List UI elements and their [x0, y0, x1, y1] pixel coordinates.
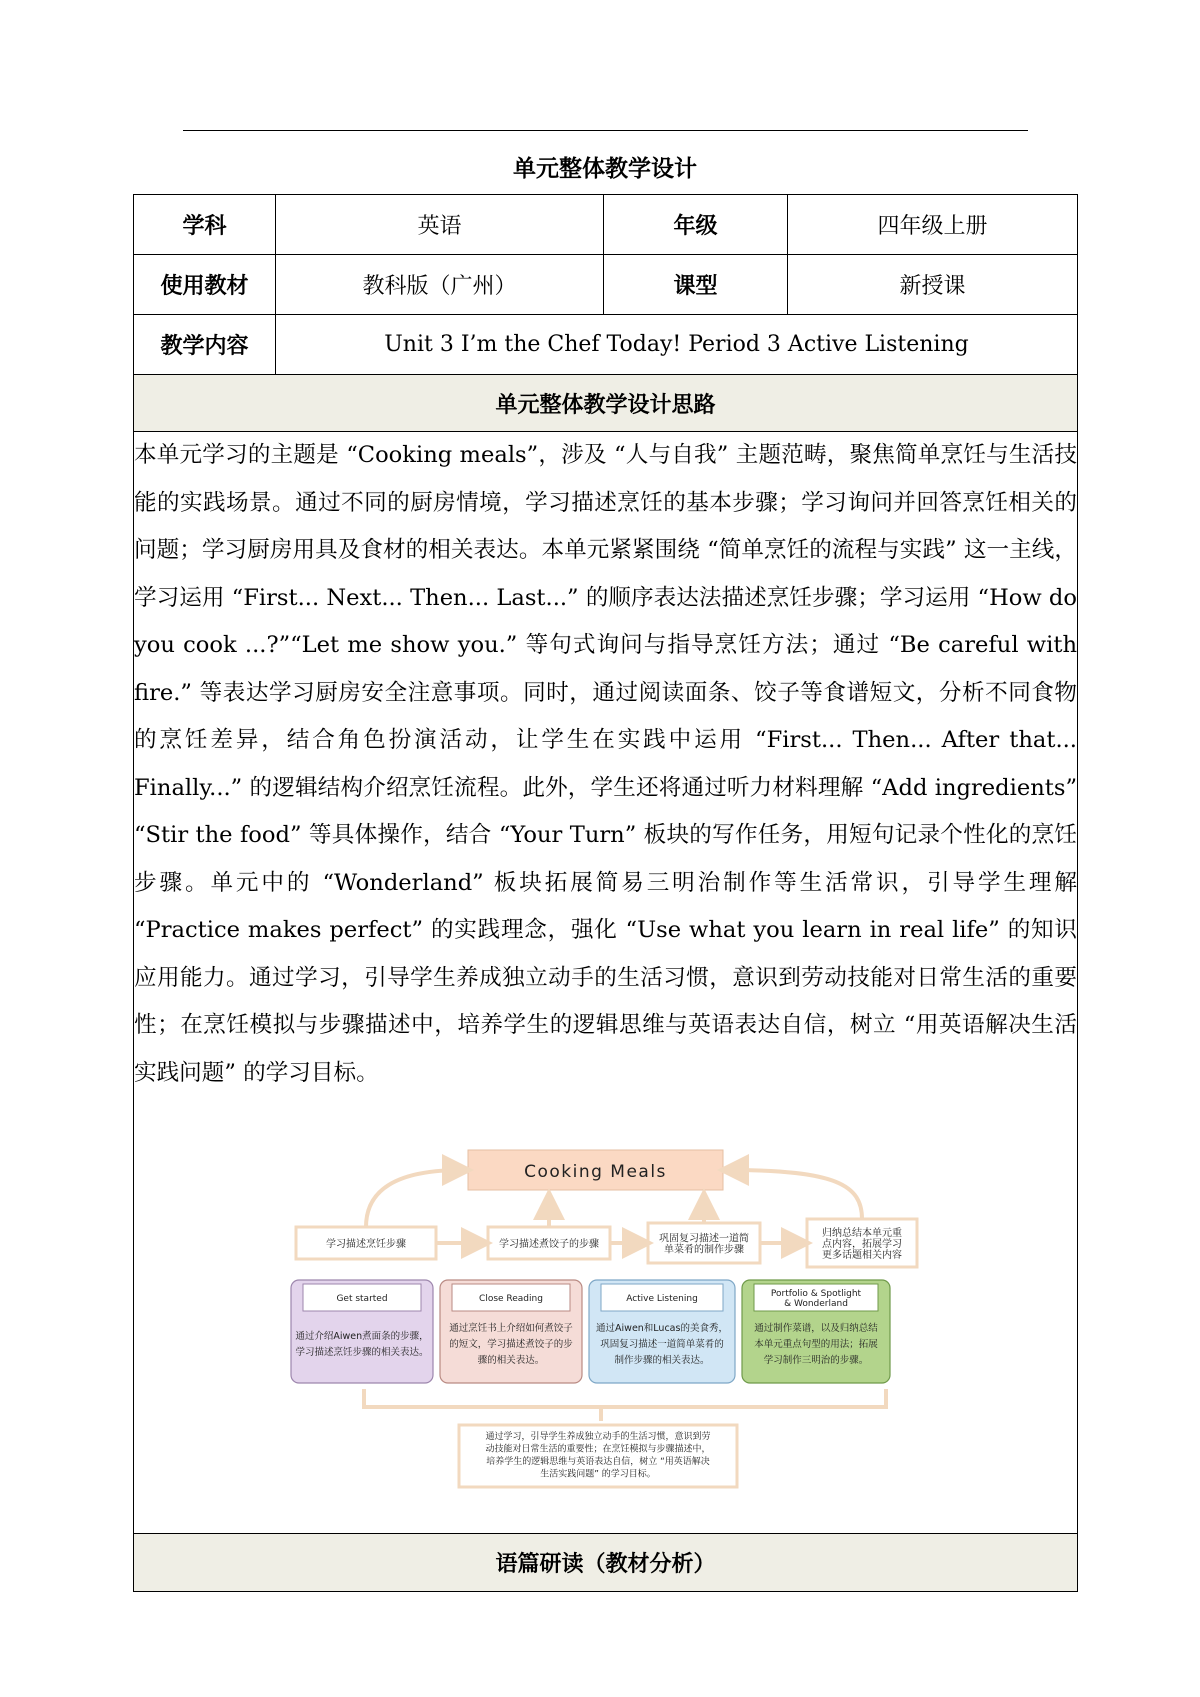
textbook-label: 使用教材	[134, 255, 276, 315]
subject-label: 学科	[134, 195, 276, 255]
lesson-title-text: Portfolio & Spotlight & Wonderland	[770, 1289, 861, 1309]
content-label: 教学内容	[134, 315, 276, 375]
textbook-value: 教科版（广州）	[276, 255, 604, 315]
top-title-text: Cooking Meals	[523, 1162, 667, 1182]
header-rule	[183, 130, 1028, 131]
summary-text: 通过学习，引导学生养成独立动手的生活习惯，意识到劳动技能对日常生活的重要性；在烹饪模拟与步骤描述中，培养学生的逻辑思维与英语表达自信，树立 “用英语解决生活实践问题” 的学习目标。	[484, 1432, 711, 1480]
section-text-analysis-title: 语篇研读（教材分析）	[134, 1534, 1078, 1592]
lesson-type-label: 课型	[604, 255, 788, 315]
lesson-type-value: 新授课	[788, 255, 1078, 315]
arrow-step4-to-title	[729, 1170, 862, 1219]
lesson-title-text: Active Listening	[625, 1294, 698, 1304]
lesson-text: 通过介绍Aiwen煮面条的步骤，学习描述烹饪步骤的相关表达。	[294, 1331, 429, 1358]
section-design-ideas-title: 单元整体教学设计思路	[134, 375, 1078, 432]
document-title: 单元整体教学设计	[513, 155, 697, 182]
step-text: 巩固复习描述一道简单菜肴的制作步骤	[658, 1233, 749, 1256]
step-text: 学习描述烹饪步骤	[325, 1239, 406, 1250]
summary-bracket	[364, 1389, 886, 1407]
lesson-plan-table	[133, 194, 1078, 1592]
arrow-step1-to-title	[366, 1170, 462, 1227]
unit-structure-diagram	[276, 1145, 936, 1503]
design-ideas-paragraph: 本单元学习的主题是 “Cooking meals”，涉及 “人与自我” 主题范畴，聚焦简单烹饪与生活技能的实践场景。通过不同的厨房情境，学习描述烹饪的基本步骤；学习询问并回答烹饪相关的问题；学习厨房用具及食材的相关表达。本单元紧紧围绕 “简单烹饪的流程与实践” 这一主线，学习运用 “First... Next... Then... Last...” 的顺序表达法描述烹饪步骤；学习运用 “How do you cook ...?”“Let me show you.” 等句式询问与指导烹饪方法；通过 “Be careful with fire.” 等表达学习厨房安全注意事项。同时，通过阅读面条、饺子等食谱短文，分析不同食物的烹饪差异，结合角色扮演活动，让学生在实践中运用 “First... Then... After that... Finally...” 的逻辑结构介绍烹饪流程。此外，学生还将通过听力材料理解 “Add ingredients” “Stir the food” 等具体操作，结合 “Your Turn” 板块的写作任务，用短句记录个性化的烹饪步骤。单元中的 “Wonderland” 板块拓展简易三明治制作等生活常识，引导学生理解 “Practice makes perfect” 的实践理念，强化 “Use what you learn in real life” 的知识应用能力。通过学习，引导学生养成独立动手的生活习惯，意识到劳动技能对日常生活的重要性；在烹饪模拟与步骤描述中，培养学生的逻辑思维与英语表达自信，树立 “用英语解决生活实践问题” 的学习目标。	[134, 442, 1077, 1086]
lesson-title-text: Close Reading	[478, 1294, 543, 1304]
lesson-text: 通过烹饪书上介绍如何煮饺子的短文，学习描述煮饺子的步骤的相关表达。	[448, 1323, 573, 1366]
lesson-title-text: Get started	[335, 1294, 388, 1304]
grade-value: 四年级上册	[788, 195, 1078, 255]
grade-label: 年级	[604, 195, 788, 255]
step-text: 归纳总结本单元重点内容，拓展学习更多话题相关内容	[821, 1228, 902, 1261]
lesson-text: 通过制作菜谱，以及归纳总结本单元重点句型的用法；拓展学习制作三明治的步骤。	[753, 1323, 878, 1366]
lesson-text: 通过Aiwen和Lucas的美食秀，巩固复习描述一道简单菜肴的制作步骤的相关表达。	[595, 1323, 728, 1366]
subject-value: 英语	[276, 195, 604, 255]
content-value: Unit 3 I’m the Chef Today! Period 3 Active Listening	[276, 315, 1078, 375]
design-ideas-cell	[134, 432, 1078, 1534]
step-text: 学习描述煮饺子的步骤	[498, 1239, 599, 1250]
